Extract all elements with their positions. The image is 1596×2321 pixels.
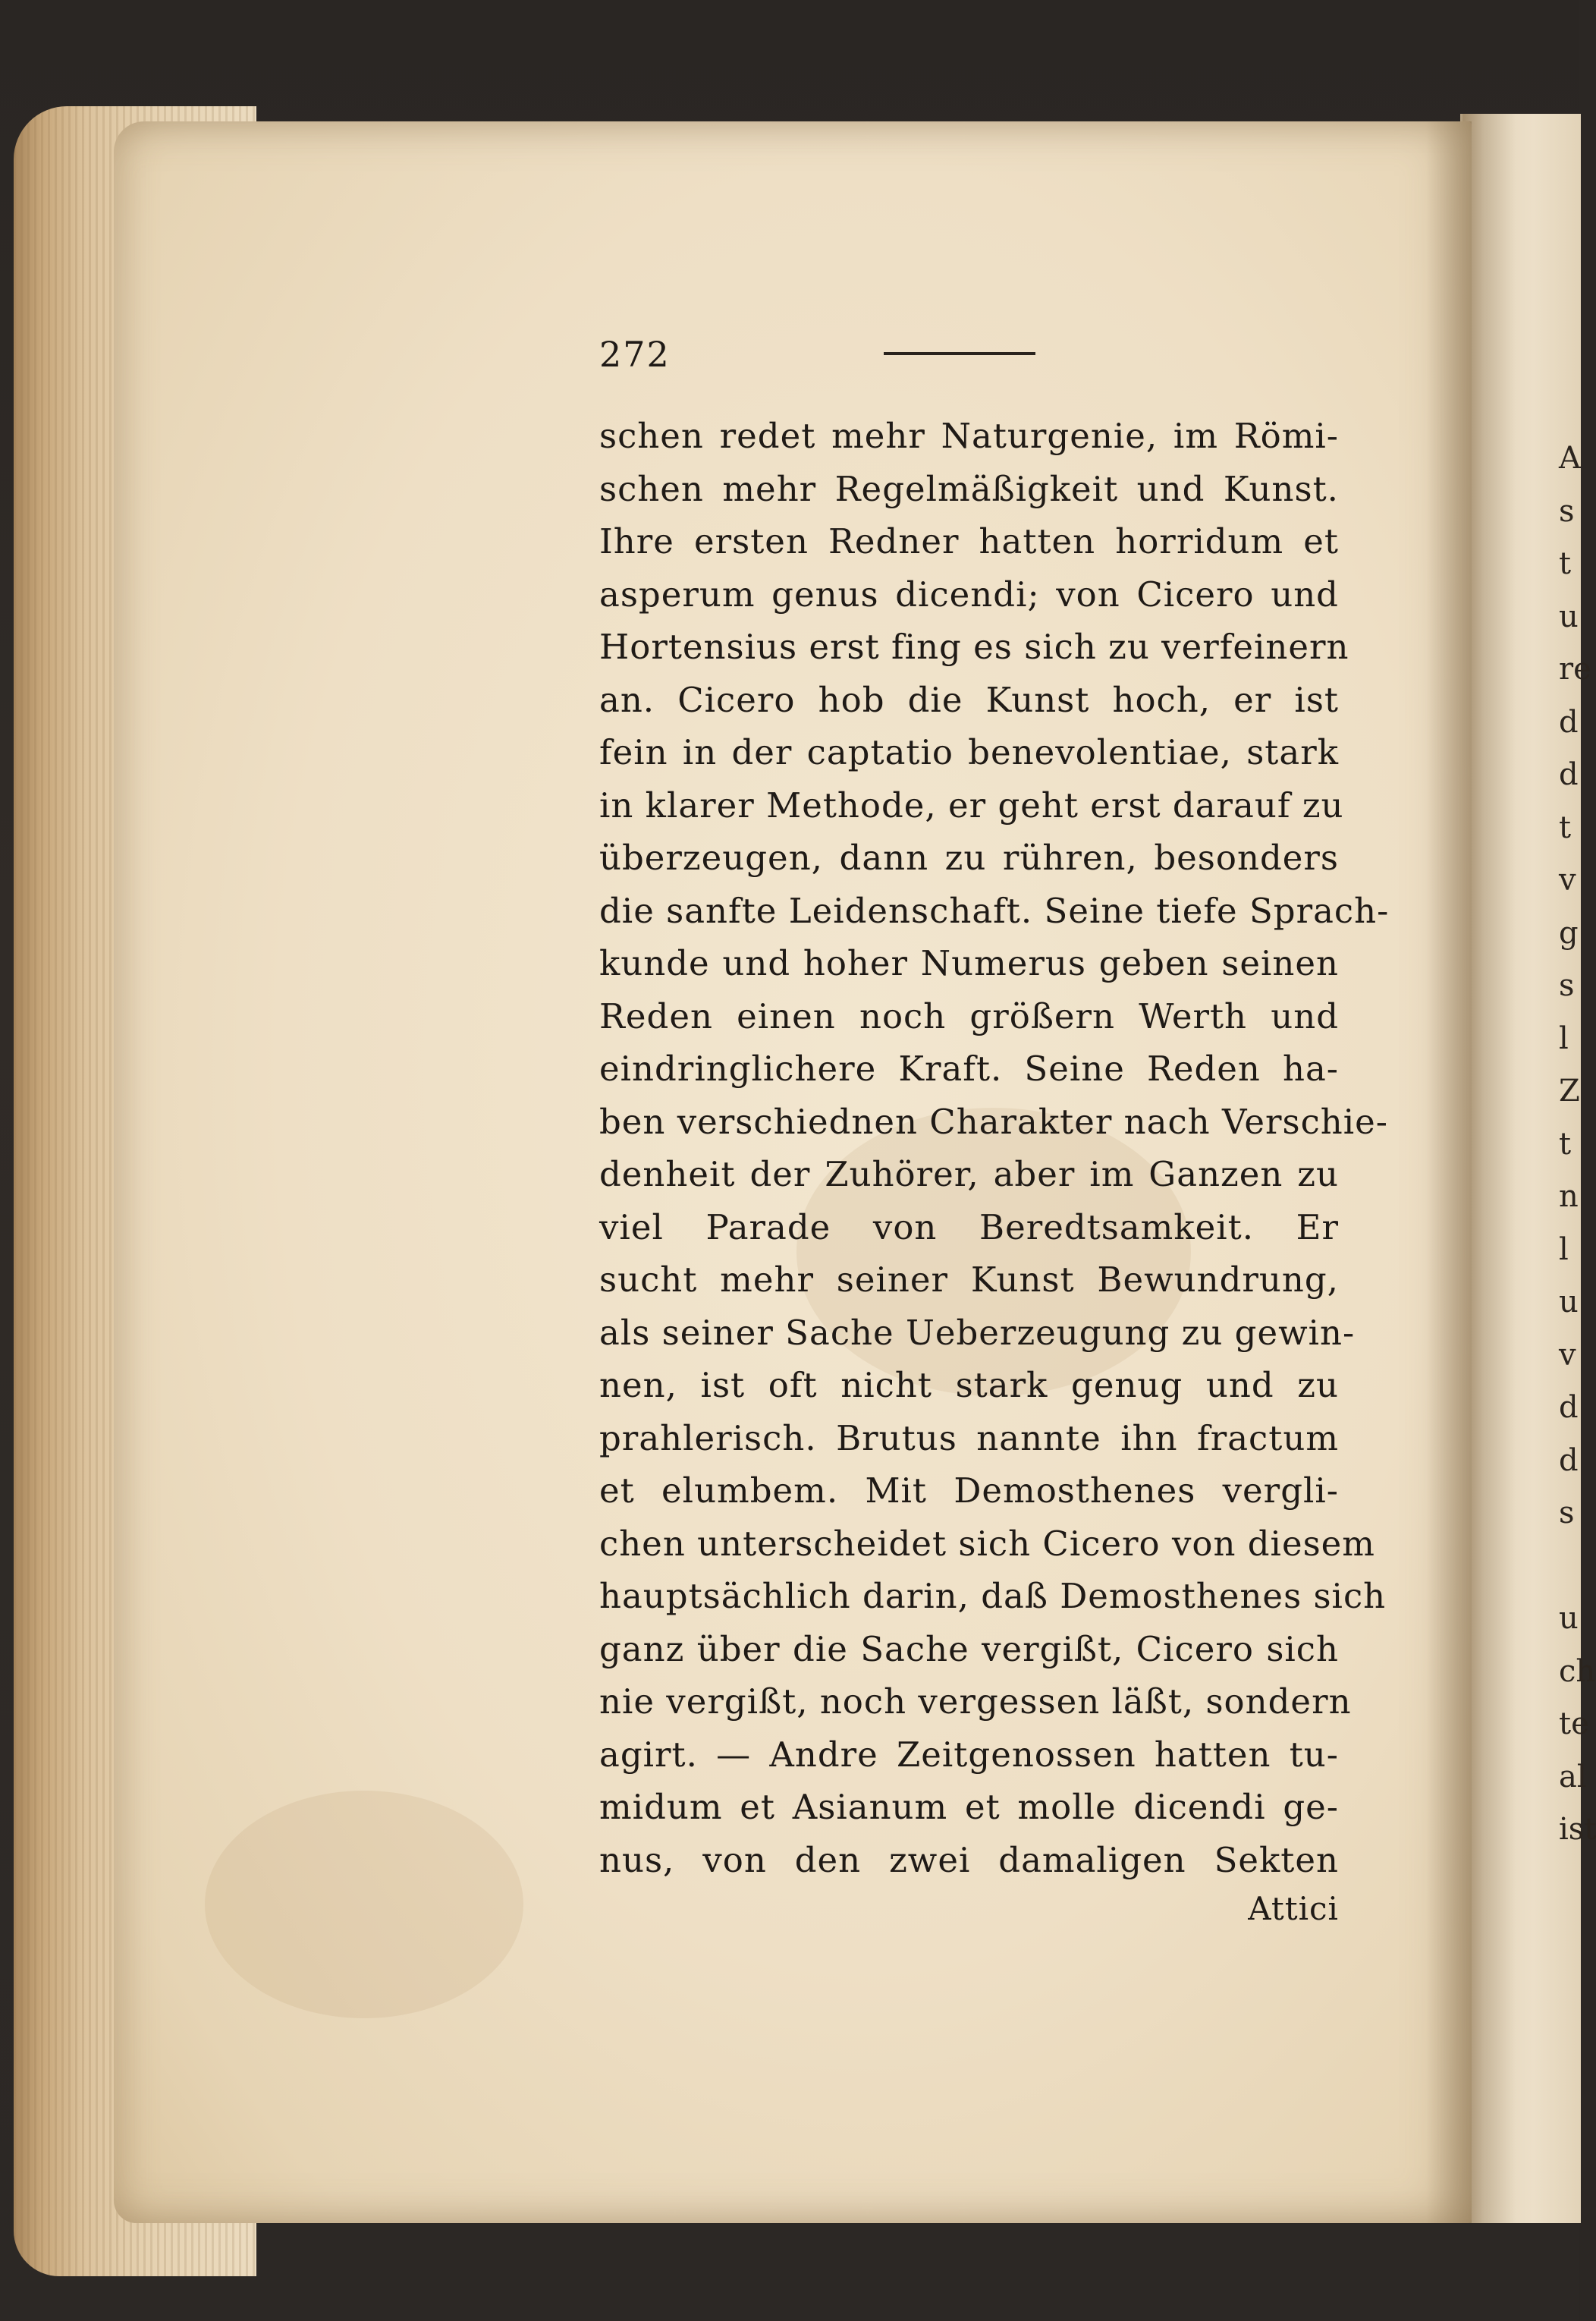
facing-line-fragment: t: [1559, 1126, 1572, 1162]
page-number: 272: [599, 334, 671, 375]
text-line: midum et Asianum et molle dicendi ge-: [599, 1787, 1339, 1827]
facing-line-fragment: te: [1559, 1706, 1589, 1741]
facing-line-fragment: d: [1559, 1442, 1579, 1478]
text-line: in klarer Methode, er geht erst darauf zu: [599, 785, 1344, 826]
text-line: denheit der Zuhörer, aber im Ganzen zu: [599, 1154, 1339, 1194]
text-line: viel Parade von Beredtsamkeit. Er: [599, 1206, 1339, 1247]
body-text: [599, 410, 1390, 1932]
text-line: kunde und hoher Numerus geben seinen: [599, 943, 1339, 983]
facing-line-fragment: d: [1559, 704, 1579, 740]
text-line: nus, von den zwei damaligen Sekten: [599, 1839, 1339, 1880]
text-line: eindringlichere Kraft. Seine Reden ha-: [599, 1049, 1339, 1089]
text-line: chen unterscheidet sich Cicero von diesem: [599, 1523, 1375, 1564]
text-line: nen, ist oft nicht stark genug und zu: [599, 1365, 1339, 1405]
facing-line-fragment: l: [1559, 1231, 1569, 1267]
text-line: die sanfte Leidenschaft. Seine tiefe Sprach-: [599, 890, 1390, 931]
paper-stain: [205, 1791, 523, 2018]
text-line: überzeugen, dann zu rühren, besonders: [599, 838, 1339, 878]
facing-line-fragment: [1559, 1540, 1582, 1593]
text-line: schen redet mehr Naturgenie, im Römi-: [599, 416, 1339, 456]
text-line: hauptsächlich darin, daß Demosthenes sich: [599, 1576, 1387, 1616]
facing-line-fragment: A: [1559, 441, 1581, 476]
facing-line-fragment: t: [1559, 546, 1572, 581]
text-line: ben verschiednen Charakter nach Verschie-: [599, 1101, 1388, 1142]
text-line: agirt. — Andre Zeitgenossen hatten tu-: [599, 1734, 1339, 1775]
text-line: et elumbem. Mit Demosthenes vergli-: [599, 1470, 1339, 1511]
facing-line-fragment: d: [1559, 1390, 1579, 1425]
facing-line-fragment: d: [1559, 757, 1579, 792]
text-line: als seiner Sache Ueberzeugung zu gewin-: [599, 1312, 1356, 1353]
facing-line-fragment: n: [1559, 1179, 1579, 1214]
running-header: [599, 334, 1358, 379]
text-line: nie vergißt, noch vergessen läßt, sondern: [599, 1681, 1352, 1722]
facing-line-fragment: s: [1559, 493, 1575, 529]
facing-line-fragment: s: [1559, 968, 1575, 1003]
facing-line-fragment: al: [1559, 1759, 1587, 1794]
text-line: fein in der captatio benevolentiae, stark: [599, 732, 1339, 772]
text-line: Ihre ersten Redner hatten horridum et: [599, 521, 1339, 561]
facing-line-fragment: v: [1559, 863, 1576, 898]
facing-line-fragment: s: [1559, 1495, 1575, 1530]
facing-line-fragment: t: [1559, 810, 1572, 845]
facing-line-fragment: Z: [1559, 1074, 1580, 1109]
facing-line-fragment: u: [1559, 1601, 1579, 1636]
text-line: asperum genus dicendi; von Cicero und: [599, 574, 1339, 615]
text-line: sucht mehr seiner Kunst Bewundrung,: [599, 1260, 1339, 1300]
text-line: ganz über die Sache vergißt, Cicero sich: [599, 1628, 1339, 1669]
facing-line-fragment: re: [1559, 652, 1591, 687]
page-text-block: [599, 334, 1390, 1932]
text-line: Hortensius erst fing es sich zu verfeinern: [599, 627, 1349, 667]
facing-line-fragment: u: [1559, 1285, 1579, 1319]
catchword: Attici: [1248, 1890, 1339, 1927]
facing-line-fragment: u: [1559, 599, 1579, 634]
text-line: schen mehr Regelmäßigkeit und Kunst.: [599, 468, 1339, 509]
header-rule: [884, 352, 1035, 355]
facing-page-text-fragments: [1559, 432, 1596, 1857]
facing-line-fragment: ist: [1559, 1812, 1596, 1847]
facing-line-fragment: l: [1559, 1021, 1569, 1056]
facing-line-fragment: v: [1559, 1337, 1576, 1373]
text-line: prahlerisch. Brutus nannte ihn fractum: [599, 1417, 1339, 1458]
facing-line-fragment: ch: [1559, 1653, 1596, 1689]
text-line: Reden einen noch größern Werth und: [599, 995, 1339, 1036]
text-line: an. Cicero hob die Kunst hoch, er ist: [599, 679, 1339, 720]
page-fold-shadow: [1426, 121, 1472, 2223]
facing-line-fragment: g: [1559, 915, 1579, 951]
